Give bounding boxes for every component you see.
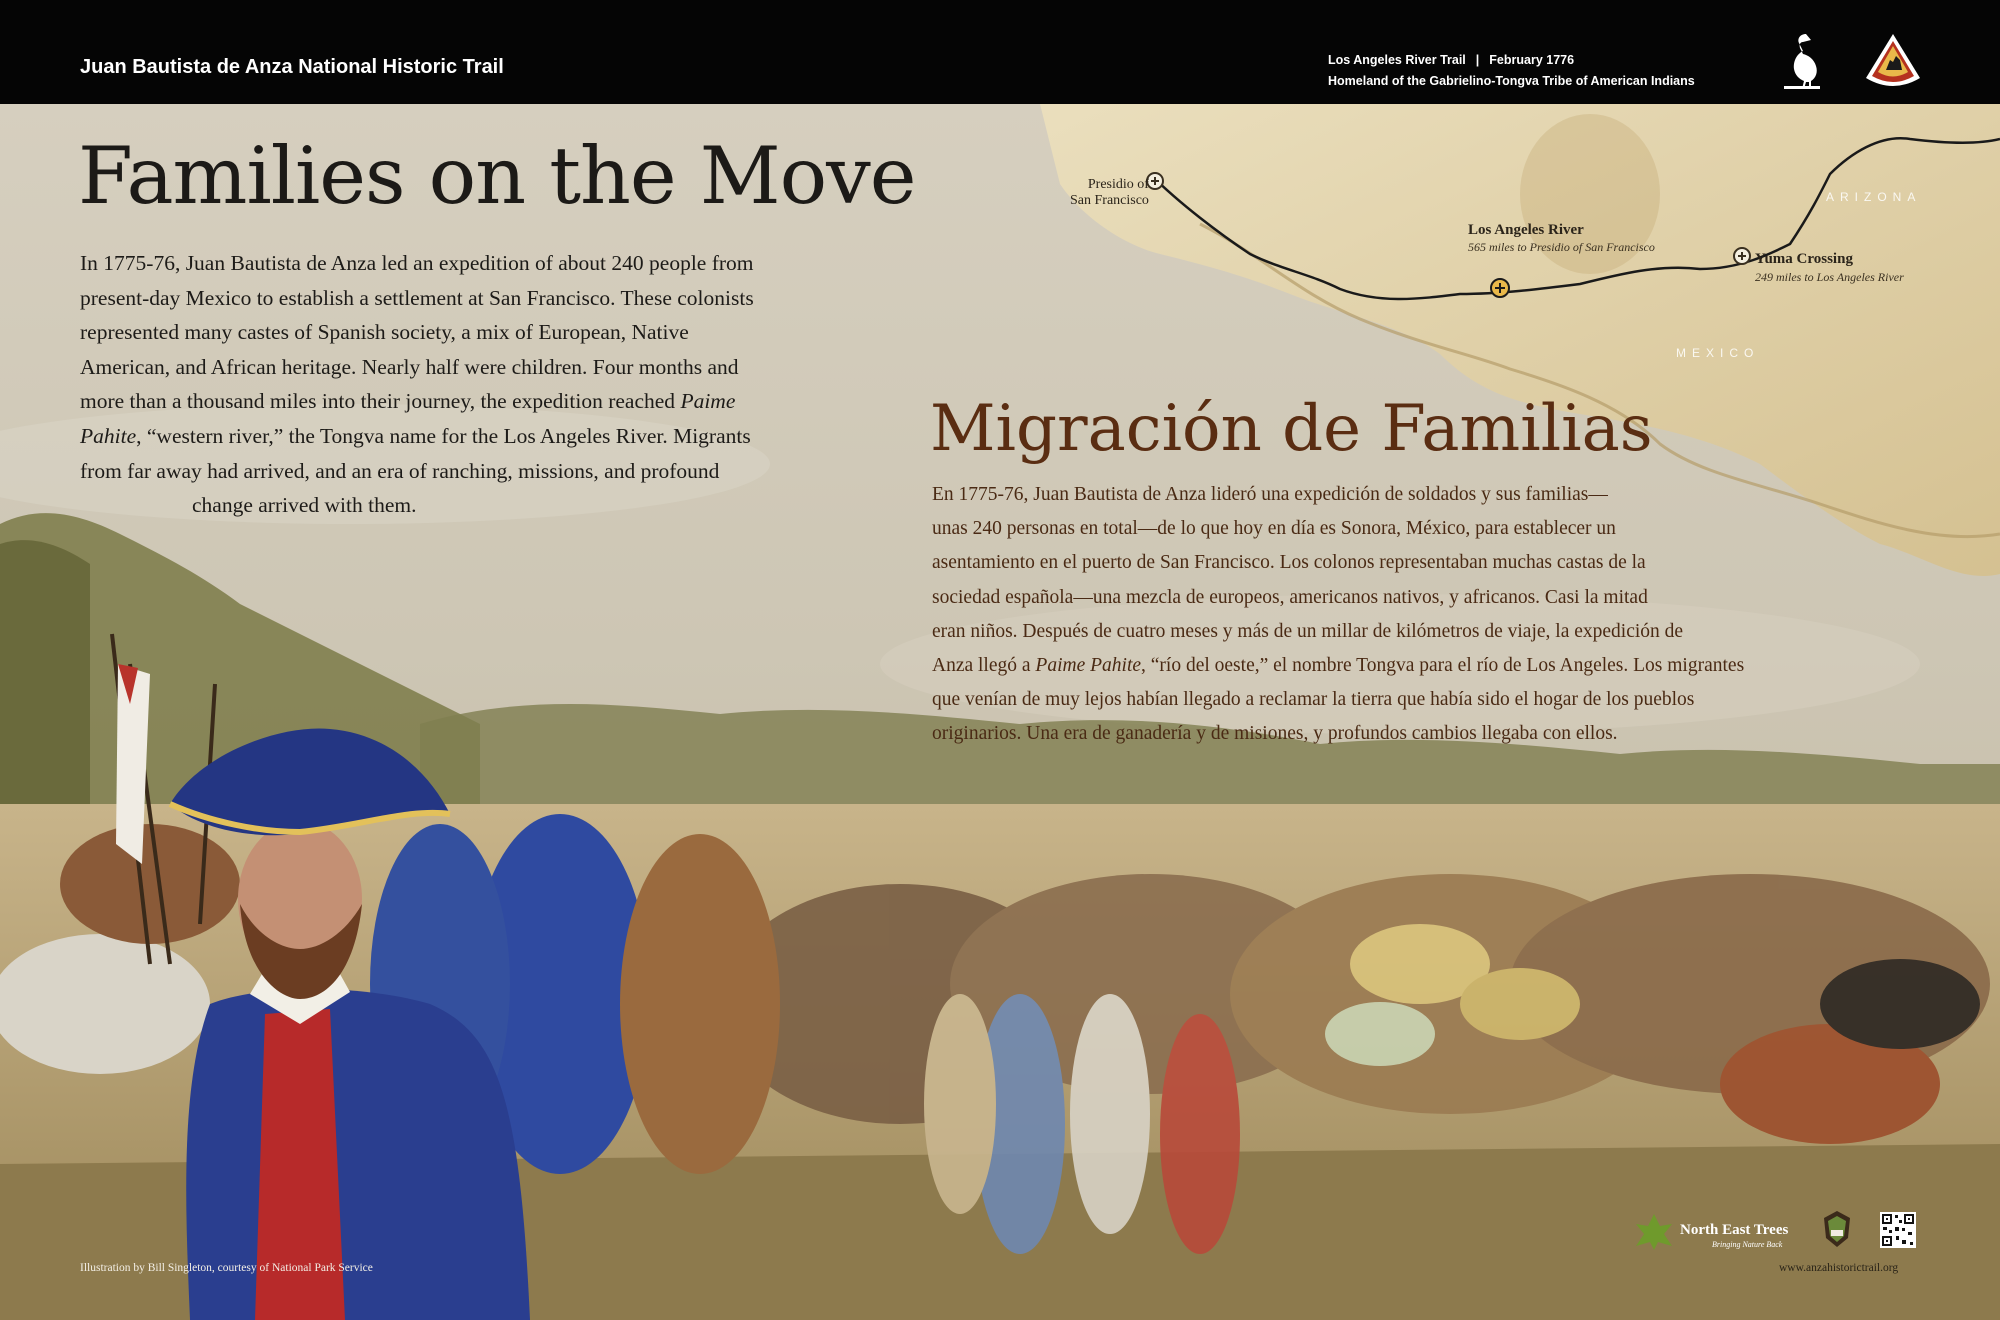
map-label-la-river-distance: 565 miles to Presidio of San Francisco: [1468, 240, 1655, 254]
homeland-label: Homeland of the Gabrielino-Tongva Tribe of American Indians: [1328, 74, 1695, 88]
body-line: In 1775-76, Juan Bautista de Anza led an expedition of about 240 people from: [80, 251, 754, 275]
body-line: eran niños. Después de cuatro meses y más de un millar de kilómetros de viaje, la expedición de: [932, 620, 1684, 642]
north-east-trees-leaf-icon: [1632, 1212, 1676, 1252]
partner-tagline: Bringing Nature Back: [1712, 1240, 1783, 1249]
body-line-text: Anza llegó a: [932, 655, 1036, 677]
map-label-yuma: Yuma Crossing: [1755, 251, 1853, 267]
anza-trail-shield-icon: [1862, 32, 1924, 92]
body-line-italic: Paime: [680, 389, 736, 414]
body-line-italic: Pahite: [80, 423, 137, 448]
body-line-text: , “río del oeste,” el nombre Tongva para el río de Los Angeles. Los migrantes: [1141, 655, 1745, 677]
body-line: que venían de muy lejos habían llegado a reclamar la tierra que había sido el hogar de los pueblos: [932, 689, 1695, 711]
body-line: [932, 649, 1992, 683]
location-label: Los Angeles River Trail: [1328, 53, 1466, 67]
heron-icon: [1780, 30, 1824, 92]
location-date-line: [1328, 50, 1695, 71]
nps-arrowhead-icon: [1822, 1210, 1852, 1248]
body-line: from far away had arrived, and an era of ranching, missions, and profound: [80, 458, 720, 483]
body-line: En 1775-76, Juan Bautista de Anza lideró una expedición de soldados y sus familias—: [932, 484, 1608, 505]
illustration-credit: Illustration by Bill Singleton, courtesy of National Park Service: [80, 1262, 373, 1274]
body-line-italic: Paime Pahite: [1035, 655, 1142, 677]
body-line: asentamiento en el puerto de San Francisco. Los colonos representaban muchas castas de la: [932, 552, 1646, 574]
body-line: change arrived with them.: [192, 493, 417, 518]
date-label: February 1776: [1489, 53, 1575, 67]
body-english: [80, 246, 870, 523]
body-line: unas 240 personas en total—de lo que hoy en día es Sonora, México, para establecer un: [932, 518, 1616, 540]
body-line: [80, 384, 870, 419]
body-line: represented many castes of Spanish society, a mix of European, Native: [80, 320, 689, 345]
separator: |: [1475, 53, 1480, 67]
map-label-yuma-distance: 249 miles to Los Angeles River: [1755, 270, 1904, 284]
partner-name: North East Trees: [1680, 1222, 1789, 1238]
page-title-spanish: Migración de Familias: [930, 392, 1653, 466]
body-line: originarios. Una era de ganadería y de misiones, y profundos cambios llegaba con ellos.: [932, 723, 1618, 745]
page-title-english: Families on the Move: [78, 130, 916, 222]
body-line-text: more than a thousand miles into their journey, the expedition reached: [80, 389, 681, 414]
qr-code-icon[interactable]: [1880, 1212, 1916, 1248]
presidio-line-2: San Francisco: [1070, 193, 1149, 208]
header-meta: [1328, 50, 1695, 92]
trail-name: Juan Bautista de Anza National Historic Trail: [80, 56, 504, 78]
body-line: [80, 419, 870, 454]
body-line: American, and African heritage. Nearly half were children. Four months and: [80, 354, 739, 379]
map-label-la-river: Los Angeles River: [1468, 222, 1584, 238]
region-label-mexico: MEXICO: [1676, 346, 1760, 360]
body-line-text: , “western river,” the Tongva name for the Los Angeles River. Migrants: [136, 423, 751, 448]
map-label-presidio: [1070, 177, 1149, 209]
body-line: present-day Mexico to establish a settlement at San Francisco. These colonists: [80, 285, 754, 310]
website-link[interactable]: www.anzahistorictrail.org: [1779, 1262, 1899, 1274]
header-bar: [0, 0, 2000, 104]
region-label-arizona: ARIZONA: [1826, 190, 1922, 204]
presidio-line-1: Presidio of: [1087, 177, 1149, 192]
body-spanish: [932, 478, 1992, 752]
body-line: sociedad española—una mezcla de europeos, americanos nativos, y africanos. Casi la mitad: [932, 586, 1648, 608]
